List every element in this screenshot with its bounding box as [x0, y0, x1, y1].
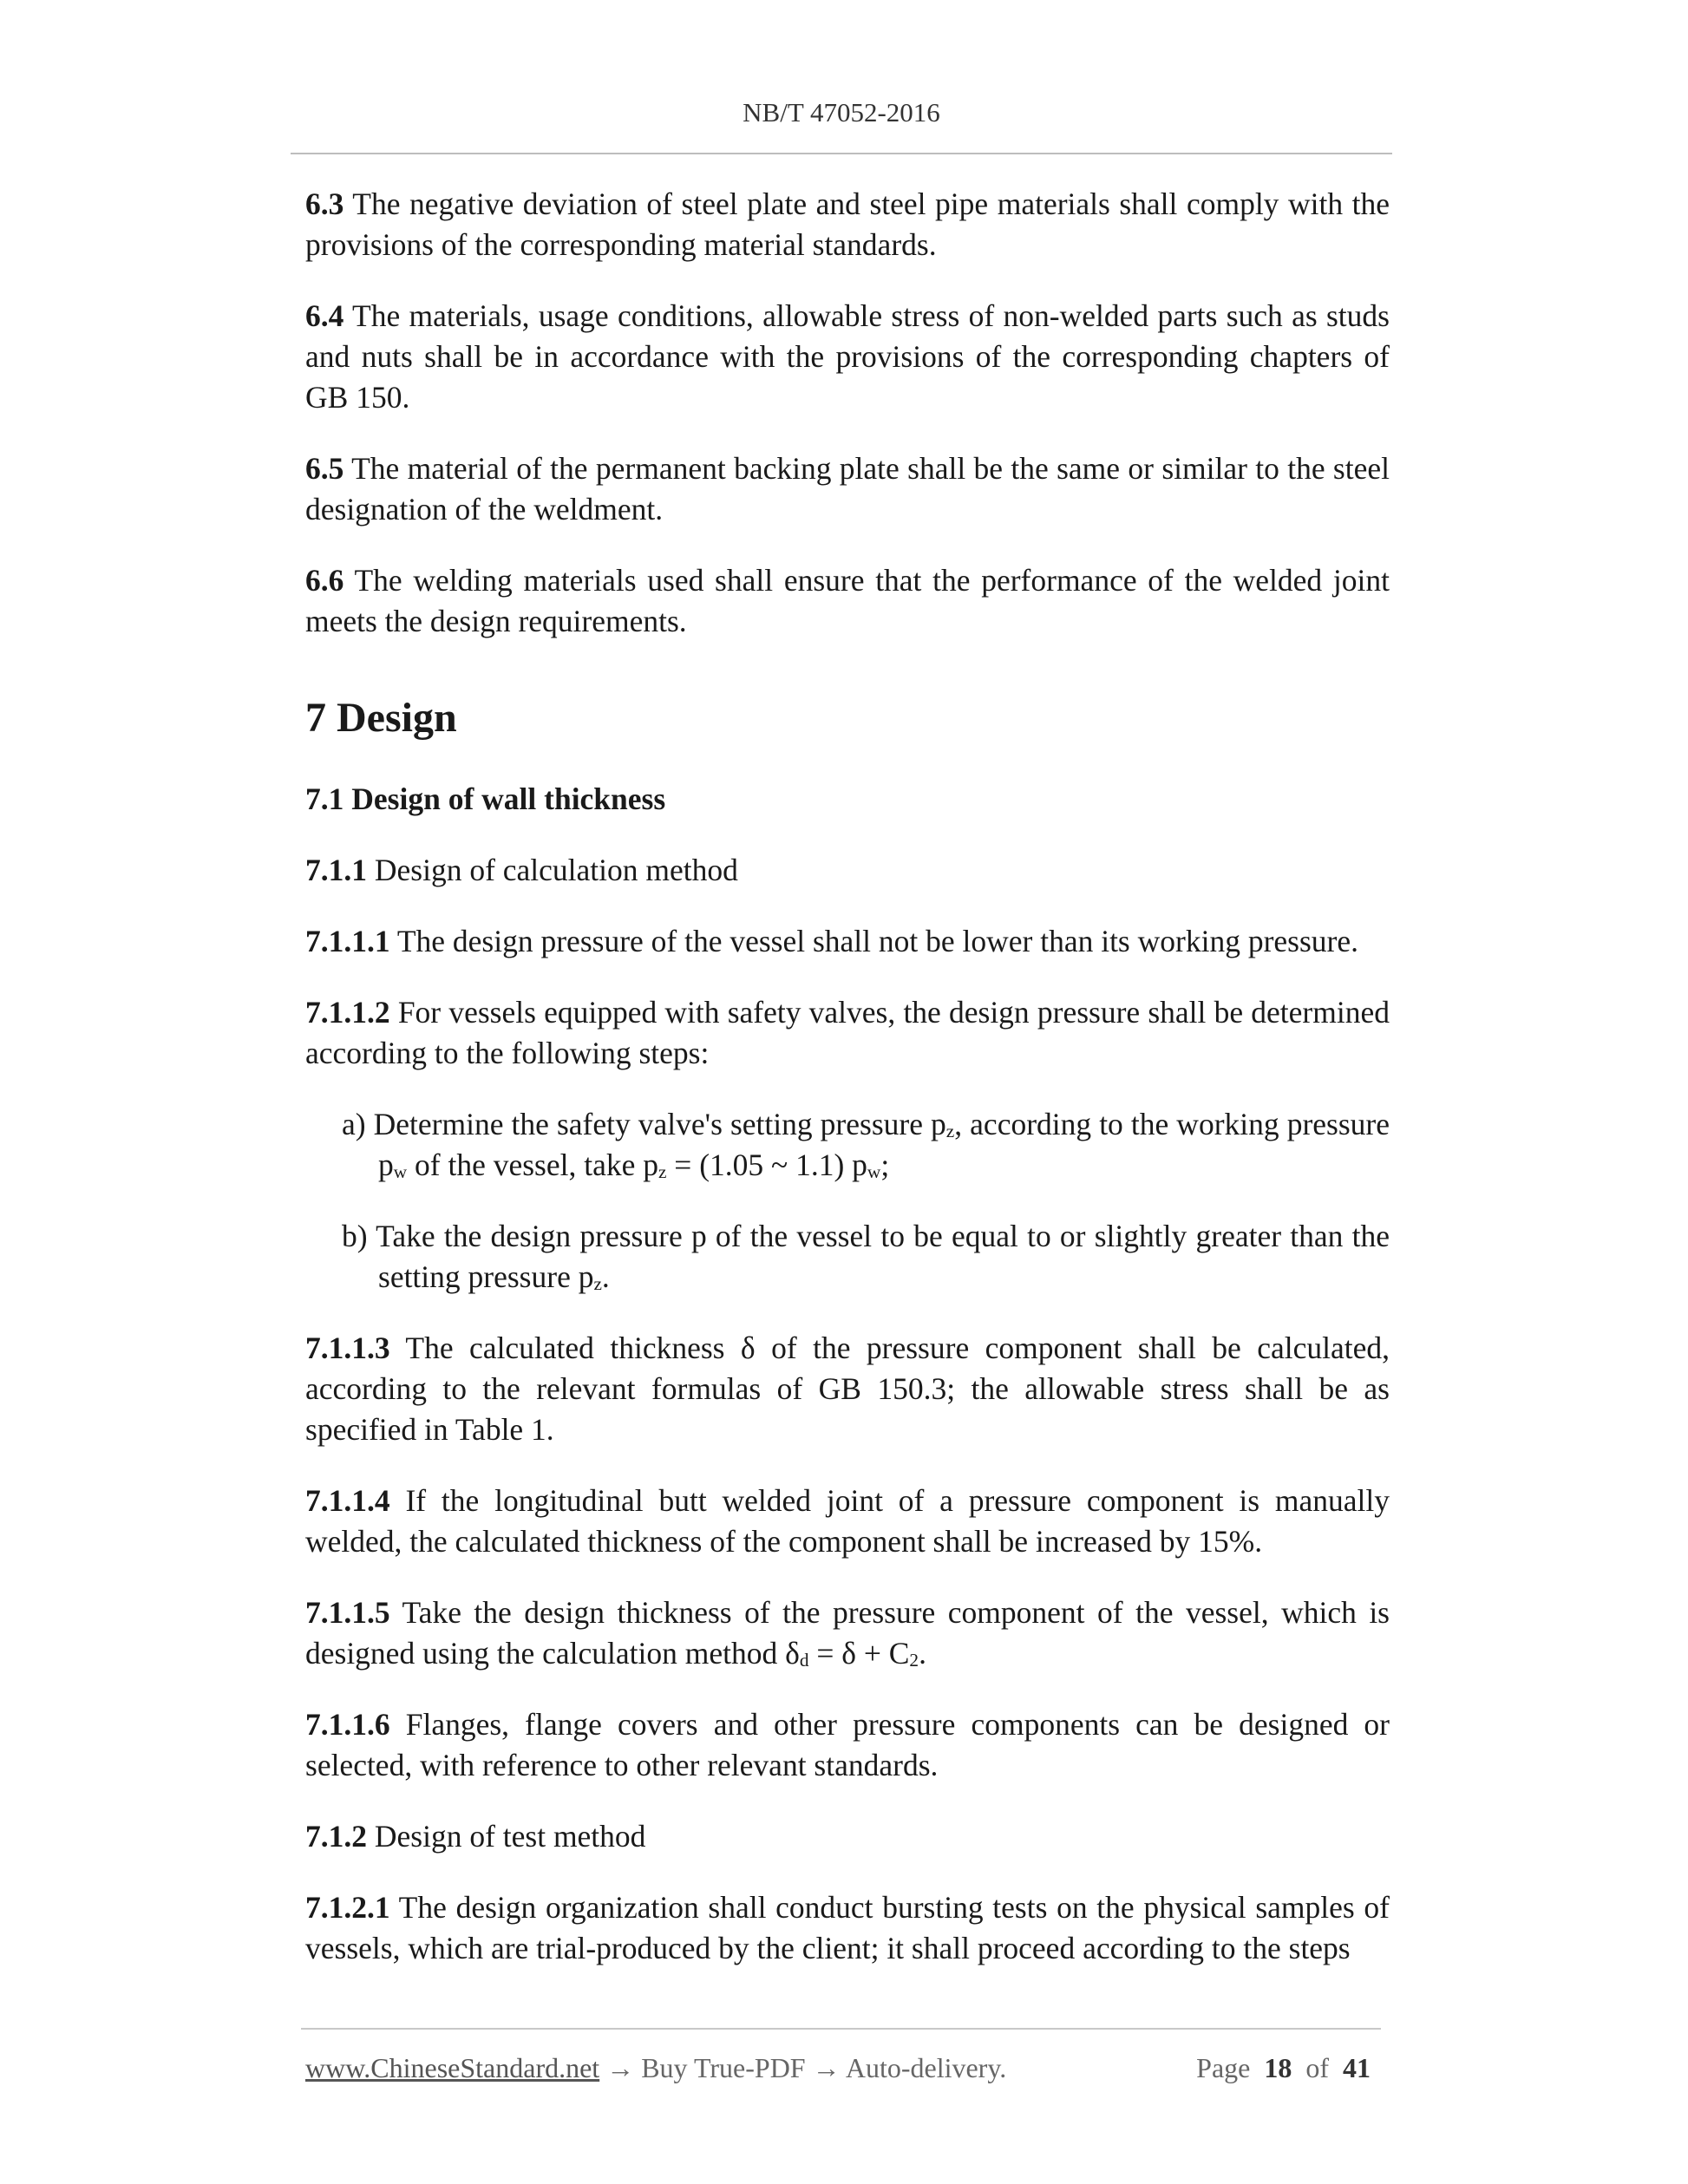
clause-number: 7.1.1.3 [305, 1331, 390, 1365]
clause-text: The negative deviation of steel plate and steel pipe materials shall comply with the provisions of the corresponding material standards. [305, 186, 1390, 262]
paragraph-6-5 [305, 448, 1390, 530]
footer-divider [301, 2028, 1381, 2030]
clause-text: Design of test method [367, 1819, 646, 1854]
clause-number: 7.1.2.1 [305, 1890, 390, 1925]
clause-text: The material of the permanent backing plate shall be the same or similar to the steel designation of the weldment. [305, 451, 1390, 526]
paragraph-7-1-1 [305, 850, 1390, 891]
footer-promo [305, 2049, 1006, 2087]
subscript: z [593, 1273, 602, 1295]
clause-text: Design of calculation method [367, 853, 738, 887]
page-body [305, 184, 1390, 1999]
page-total: 41 [1343, 2052, 1371, 2083]
clause-text: For vessels equipped with safety valves, the design pressure shall be determined according to the following steps: [305, 995, 1390, 1070]
paragraph-7-1-1-4 [305, 1481, 1390, 1562]
section-heading-7: 7 Design [305, 695, 457, 741]
clause-number: 6.5 [305, 451, 344, 486]
subsection-heading-7-1: 7.1 Design of wall thickness [305, 781, 666, 816]
promo-text: → Buy True-PDF → Auto-delivery. [599, 2052, 1007, 2083]
paragraph-7-1-1-6 [305, 1704, 1390, 1786]
clause-text: The materials, usage conditions, allowable stress of non-welded parts such as studs and nuts shall be in accordance with the provisions of the corresponding chapters of GB 150. [305, 298, 1390, 415]
clause-number: 7.1.1.2 [305, 995, 390, 1030]
paragraph-6-6 [305, 560, 1390, 642]
subscript: 2 [909, 1650, 919, 1671]
of-label: of [1305, 2052, 1329, 2083]
page-label: Page [1196, 2052, 1251, 2083]
clause-number: 6.4 [305, 298, 344, 333]
clause-number: 6.6 [305, 563, 344, 598]
clause-number: 6.3 [305, 186, 344, 221]
paragraph-7-1-1-5 [305, 1592, 1390, 1674]
site-link[interactable]: www.ChineseStandard.net [305, 2052, 600, 2083]
clause-number: 7.1.1.4 [305, 1483, 390, 1518]
item-text: a) Determine the safety valve's setting pressure p [342, 1107, 946, 1141]
paragraph-7-1-1-3 [305, 1328, 1390, 1450]
clause-text: If the longitudinal butt welded joint of a pressure component is manually welded, the calculated thickness of the component shall be increased by 15%. [305, 1483, 1390, 1559]
page-indicator [1196, 2049, 1371, 2087]
clause-text: The design pressure of the vessel shall not be lower than its working pressure. [389, 924, 1358, 958]
clause-text: = δ + C [808, 1636, 910, 1671]
clause-text: The calculated thickness δ of the pressure component shall be calculated, according to the relevant formulas of GB 150.3; the allowable stress shall be as specified in Table 1. [305, 1331, 1390, 1447]
clause-number: 7.1.1 [305, 853, 367, 887]
header-divider [291, 153, 1392, 154]
subscript: d [799, 1650, 809, 1671]
item-text: b) Take the design pressure p of the vessel to be equal to or slightly greater than the setting pressure p [342, 1219, 1390, 1294]
clause-text: Flanges, flange covers and other pressure components can be designed or selected, with reference to other relevant standards. [305, 1707, 1390, 1782]
subscript: z [945, 1121, 955, 1142]
clause-number: 7.1.1.1 [305, 924, 390, 958]
list-item-b [342, 1216, 1390, 1298]
list-item-a [342, 1104, 1390, 1186]
paragraph-7-1-2 [305, 1816, 1390, 1857]
document-header: NB/T 47052-2016 [743, 97, 940, 128]
subscript: w [867, 1161, 881, 1183]
paragraph-6-4 [305, 296, 1390, 418]
item-text: ; [880, 1148, 890, 1182]
paragraph-7-1-1-1 [305, 921, 1390, 962]
item-text: of the vessel, take p [407, 1148, 658, 1182]
item-text: = (1.05 ~ 1.1) p [666, 1148, 867, 1182]
clause-text: Take the design thickness of the pressure component of the vessel, which is designed using the calculation method δ [305, 1595, 1390, 1671]
item-text: . [601, 1259, 610, 1294]
paragraph-7-1-1-2 [305, 992, 1390, 1074]
item-text: , according to the working pressure p [378, 1107, 1390, 1182]
subscript: w [393, 1161, 408, 1183]
subscript: z [658, 1161, 667, 1183]
clause-text: The welding materials used shall ensure that the performance of the welded joint meets the design requirements. [305, 563, 1390, 638]
clause-number: 7.1.1.5 [305, 1595, 390, 1630]
paragraph-6-3 [305, 184, 1390, 265]
clause-number: 7.1.2 [305, 1819, 367, 1854]
clause-text: . [919, 1636, 926, 1671]
clause-number: 7.1.1.6 [305, 1707, 390, 1742]
paragraph-7-1-2-1 [305, 1887, 1390, 1969]
page-number: 18 [1264, 2052, 1292, 2083]
clause-text: The design organization shall conduct bursting tests on the physical samples of vessels, which are trial-produced by the client; it shall proceed according to the steps [305, 1890, 1390, 1965]
